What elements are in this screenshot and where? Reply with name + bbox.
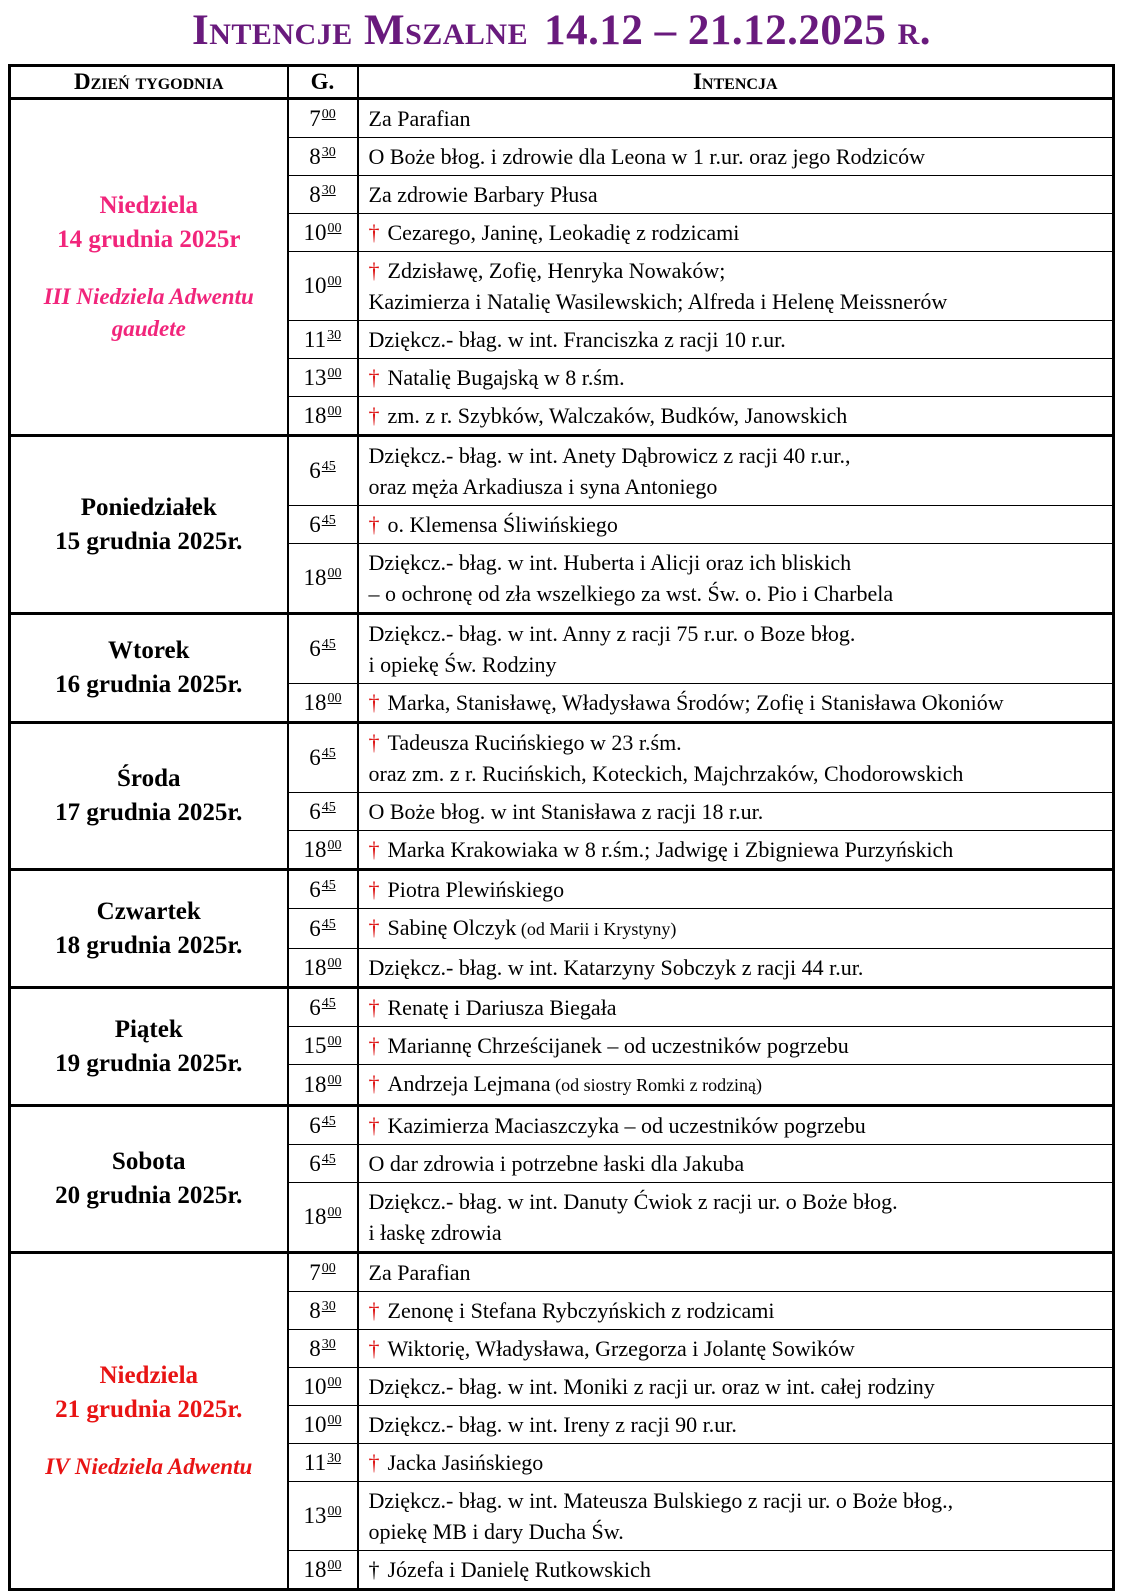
mass-time-minutes: 00 xyxy=(327,1072,342,1088)
intention-line xyxy=(369,952,1109,983)
mass-time xyxy=(288,1551,358,1590)
mass-time xyxy=(288,214,358,252)
column-header-day: Dzień tygodnia xyxy=(10,66,288,99)
mass-time xyxy=(288,793,358,831)
intention-text: Marka Krakowiaka w 8 r.śm.; Jadwigę i Zbigniewa Purzyńskich xyxy=(387,837,954,862)
mass-intention xyxy=(358,1027,1114,1065)
day-cell xyxy=(10,988,288,1106)
intention-line: Kazimierza i Natalię Wasilewskich; Alfreda i Helenę Meissnerów xyxy=(368,289,948,314)
mass-time xyxy=(288,436,358,506)
mass-time-minutes: 00 xyxy=(321,106,336,122)
intention-text: Dziękcz.- błag. w int. Huberta i Alicji oraz ich bliskich xyxy=(368,550,852,575)
mass-intention xyxy=(358,436,1114,506)
mass-time-minutes: 00 xyxy=(327,566,342,581)
mass-time-minutes: 00 xyxy=(327,837,342,853)
mass-row xyxy=(10,988,1114,1027)
mass-intention xyxy=(358,1065,1114,1106)
cross-icon: † xyxy=(368,1033,380,1058)
day-date: 15 grudnia 2025r. xyxy=(55,527,243,555)
intention-text: Za Parafian xyxy=(368,1260,471,1285)
page-title-main: Intencje Mszalne xyxy=(191,7,529,54)
intention-text: Za zdrowie Barbary Płusa xyxy=(368,182,598,207)
intention-line xyxy=(369,1554,1109,1585)
intention-line xyxy=(369,324,1109,355)
column-header-intention: Intencja xyxy=(358,66,1114,99)
intention-text: Natalię Bugajską w 8 r.śm. xyxy=(387,365,625,390)
mass-time-minutes: 45 xyxy=(321,877,336,893)
mass-time xyxy=(288,1292,358,1330)
mass-time-minutes: 30 xyxy=(321,1336,336,1352)
intention-line xyxy=(369,1485,1109,1516)
intention-text: Marka, Stanisławę, Władysława Środów; Zofię i Stanisława Okoniów xyxy=(387,690,1004,715)
mass-time xyxy=(288,723,358,793)
intention-line: oraz zm. z r. Rucińskich, Koteckich, Majchrzaków, Chodorowskich xyxy=(368,761,964,786)
day-cell xyxy=(10,870,288,988)
mass-row xyxy=(10,870,1114,909)
mass-intention xyxy=(358,614,1114,684)
intention-line xyxy=(369,179,1109,210)
mass-intention xyxy=(358,831,1114,870)
intention-line xyxy=(369,1447,1109,1478)
day-name: Niedziela xyxy=(99,192,199,219)
mass-time-hour: 15 xyxy=(303,1032,327,1058)
day-date: 19 grudnia 2025r. xyxy=(55,1049,243,1077)
mass-time xyxy=(288,870,358,909)
mass-intention xyxy=(358,359,1114,397)
mass-time-hour: 18 xyxy=(303,836,327,862)
day-date: 18 grudnia 2025r. xyxy=(55,931,243,959)
intention-line xyxy=(369,255,1109,286)
mass-intention xyxy=(358,1330,1114,1368)
mass-time xyxy=(288,949,358,988)
mass-time-hour: 18 xyxy=(303,1204,327,1229)
mass-time-hour: 11 xyxy=(303,1449,327,1475)
mass-time-hour: 18 xyxy=(303,954,327,980)
mass-time-hour: 10 xyxy=(303,1411,327,1437)
day-name: Piątek xyxy=(114,1015,183,1043)
mass-intention xyxy=(358,544,1114,614)
cross-icon: † xyxy=(368,1450,380,1475)
mass-time-minutes: 45 xyxy=(321,916,336,932)
mass-time-hour: 18 xyxy=(303,1071,327,1097)
intention-text: Dziękcz.- błag. w int. Katarzyny Sobczyk z racji 44 r.ur. xyxy=(368,955,864,980)
day-section-4 xyxy=(10,723,1114,870)
mass-time-hour: 10 xyxy=(303,273,327,298)
intention-line xyxy=(369,440,1109,471)
mass-intention xyxy=(358,99,1114,138)
intention-line xyxy=(369,1295,1109,1326)
mass-time xyxy=(288,909,358,949)
mass-time-minutes: 00 xyxy=(327,403,342,419)
day-section-5 xyxy=(10,870,1114,988)
day-subtitle-line: IV Niedziela Adwentu xyxy=(45,1454,253,1479)
mass-time-minutes: 00 xyxy=(327,365,342,381)
mass-intention xyxy=(358,138,1114,176)
mass-time-minutes: 45 xyxy=(321,459,336,474)
mass-intention xyxy=(358,1368,1114,1406)
intention-line xyxy=(369,992,1109,1023)
mass-intention xyxy=(358,1183,1114,1253)
mass-time-hour: 8 xyxy=(309,181,321,207)
day-date: 20 grudnia 2025r. xyxy=(55,1182,243,1209)
mass-intention xyxy=(358,949,1114,988)
mass-time-minutes: 45 xyxy=(321,512,336,528)
day-subtitle-line: III Niedziela Adwentu xyxy=(43,284,254,309)
intention-text: Sabinę Olczyk xyxy=(387,915,517,940)
intention-text: Dziękcz.- błag. w int. Ireny z racji 90 r.ur. xyxy=(368,1412,737,1437)
mass-time-minutes: 45 xyxy=(321,746,336,761)
intention-text: Dziękcz.- błag. w int. Anety Dąbrowicz z racji 40 r.ur., xyxy=(368,443,851,468)
intention-text: Dziękcz.- błag. w int. Mateusza Bulskiego z racji ur. o Boże błog., xyxy=(368,1488,954,1513)
day-section-3 xyxy=(10,614,1114,723)
intention-line xyxy=(369,874,1109,905)
mass-time-minutes: 30 xyxy=(321,144,336,160)
mass-time-hour: 7 xyxy=(309,1259,321,1285)
mass-time-minutes: 00 xyxy=(327,1205,342,1220)
day-subtitle xyxy=(17,1451,281,1483)
mass-time-minutes: 00 xyxy=(327,1412,342,1428)
mass-time-minutes: 00 xyxy=(327,1557,342,1573)
mass-time-minutes: 30 xyxy=(321,182,336,198)
cross-icon: † xyxy=(368,258,380,283)
day-name: Środa xyxy=(117,765,181,792)
intention-text: o. Klemensa Śliwińskiego xyxy=(387,512,618,537)
intention-line xyxy=(369,1333,1109,1364)
intention-line: oraz męża Arkadiusza i syna Antoniego xyxy=(368,474,718,499)
cross-icon: † xyxy=(368,690,380,715)
mass-time-minutes: 00 xyxy=(327,274,342,289)
mass-intention xyxy=(358,397,1114,436)
mass-intention xyxy=(358,321,1114,359)
mass-time xyxy=(288,1406,358,1444)
intention-line xyxy=(369,362,1109,393)
mass-intention xyxy=(358,1292,1114,1330)
mass-time-hour: 7 xyxy=(309,105,321,131)
mass-time-hour: 11 xyxy=(303,326,327,352)
day-cell xyxy=(10,99,288,436)
mass-time-hour: 10 xyxy=(303,219,327,245)
cross-icon: † xyxy=(368,1113,380,1138)
mass-row xyxy=(10,1106,1114,1145)
intention-line xyxy=(369,1110,1109,1141)
mass-time-minutes: 00 xyxy=(321,1260,336,1276)
intention-text-small: (od siostry Romki z rodziną) xyxy=(550,1075,763,1095)
day-section-7 xyxy=(10,1106,1114,1253)
mass-time-hour: 6 xyxy=(309,458,321,483)
intention-line xyxy=(369,547,1109,578)
mass-time-minutes: 30 xyxy=(321,1298,336,1314)
day-name: Czwartek xyxy=(96,897,201,925)
day-name: Wtorek xyxy=(108,637,190,664)
cross-icon: † xyxy=(368,837,380,862)
mass-time xyxy=(288,1330,358,1368)
mass-intention xyxy=(358,1482,1114,1551)
mass-intention xyxy=(358,870,1114,909)
mass-row xyxy=(10,614,1114,684)
mass-intention xyxy=(358,793,1114,831)
mass-time-minutes: 30 xyxy=(327,327,342,343)
intention-line xyxy=(369,687,1109,718)
mass-time-hour: 6 xyxy=(309,745,321,770)
intention-line xyxy=(369,912,1109,945)
cross-icon: † xyxy=(368,1336,380,1361)
mass-time-minutes: 00 xyxy=(327,1374,342,1390)
intention-text: Tadeusza Rucińskiego w 23 r.śm. xyxy=(387,730,682,755)
mass-time xyxy=(288,1106,358,1145)
day-section-1 xyxy=(10,99,1114,436)
day-name: Niedziela xyxy=(99,1362,199,1389)
mass-time-hour: 8 xyxy=(309,1335,321,1361)
mass-time xyxy=(288,1183,358,1253)
mass-time xyxy=(288,138,358,176)
intention-text: Kazimierza Maciaszczyka – od uczestników pogrzebu xyxy=(387,1113,866,1138)
intention-text: Piotra Plewińskiego xyxy=(387,877,565,902)
mass-row xyxy=(10,1253,1114,1292)
day-date: 14 grudnia 2025r xyxy=(57,226,241,253)
mass-time xyxy=(288,831,358,870)
mass-time-minutes: 45 xyxy=(321,995,336,1011)
mass-time-hour: 18 xyxy=(303,565,327,590)
intention-text: Zenonę i Stefana Rybczyńskich z rodzicami xyxy=(387,1298,775,1323)
mass-time xyxy=(288,397,358,436)
mass-time-hour: 10 xyxy=(303,1373,327,1399)
cross-icon: † xyxy=(368,877,380,902)
mass-time xyxy=(288,684,358,723)
mass-time-hour: 18 xyxy=(303,1556,327,1582)
cross-icon: † xyxy=(368,365,380,390)
mass-time-hour: 18 xyxy=(303,402,327,428)
mass-time-hour: 18 xyxy=(303,689,327,715)
intention-text: Wiktorię, Władysława, Grzegorza i Jolantę Sowików xyxy=(387,1336,855,1361)
day-cell xyxy=(10,614,288,723)
mass-intention xyxy=(358,1253,1114,1292)
mass-intention xyxy=(358,909,1114,949)
mass-time-minutes: 45 xyxy=(321,1151,336,1167)
mass-intention xyxy=(358,1106,1114,1145)
intention-text: Jacka Jasińskiego xyxy=(387,1450,544,1475)
cross-icon: † xyxy=(368,915,380,940)
intention-text: Renatę i Dariusza Biegała xyxy=(387,995,617,1020)
intention-text: Za Parafian xyxy=(368,106,471,131)
intention-line xyxy=(369,1148,1109,1179)
intention-line xyxy=(369,141,1109,172)
mass-intention xyxy=(358,506,1114,544)
mass-row xyxy=(10,436,1114,506)
intention-line xyxy=(369,509,1109,540)
mass-intention xyxy=(358,988,1114,1027)
intention-line xyxy=(369,1371,1109,1402)
mass-time-hour: 8 xyxy=(309,1297,321,1323)
table-header-row xyxy=(10,66,1114,99)
mass-intention xyxy=(358,1406,1114,1444)
day-date: 21 grudnia 2025r. xyxy=(55,1396,243,1423)
mass-time-minutes: 45 xyxy=(321,637,336,652)
day-cell xyxy=(10,436,288,614)
mass-time-hour: 6 xyxy=(309,1150,321,1176)
mass-intention xyxy=(358,1444,1114,1482)
mass-time xyxy=(288,1027,358,1065)
mass-time xyxy=(288,988,358,1027)
intention-line xyxy=(369,217,1109,248)
intention-line xyxy=(369,618,1109,649)
mass-time-minutes: 00 xyxy=(327,220,342,236)
mass-time xyxy=(288,176,358,214)
mass-intention xyxy=(358,1145,1114,1183)
mass-intention xyxy=(358,1551,1114,1590)
cross-icon: † xyxy=(368,730,380,755)
mass-time-hour: 6 xyxy=(309,915,321,941)
mass-time-hour: 6 xyxy=(309,876,321,902)
mass-time xyxy=(288,1253,358,1292)
intention-text: Zdzisławę, Zofię, Henryka Nowaków; xyxy=(387,258,726,283)
mass-time-hour: 6 xyxy=(309,1112,321,1138)
day-name: Sobota xyxy=(111,1148,186,1175)
intention-line xyxy=(369,727,1109,758)
cross-icon: † xyxy=(368,512,380,537)
mass-time-minutes: 00 xyxy=(327,690,342,706)
day-date: 16 grudnia 2025r. xyxy=(55,671,243,698)
mass-time-minutes: 00 xyxy=(327,955,342,971)
day-date: 17 grudnia 2025r. xyxy=(55,799,243,826)
day-cell xyxy=(10,1253,288,1590)
intention-line xyxy=(369,1257,1109,1288)
mass-intention xyxy=(358,214,1114,252)
page-title-dates: 14.12 – 21.12.2025 r. xyxy=(544,7,932,54)
mass-time xyxy=(288,252,358,321)
mass-time xyxy=(288,1065,358,1106)
intention-line xyxy=(369,1186,1109,1217)
mass-time xyxy=(288,1444,358,1482)
cross-icon: † xyxy=(368,995,380,1020)
mass-intention xyxy=(358,176,1114,214)
intention-text: O dar zdrowia i potrzebne łaski dla Jakuba xyxy=(368,1151,745,1176)
intention-text: O Boże błog. w int Stanisława z racji 18 r.ur. xyxy=(368,799,764,824)
day-cell xyxy=(10,723,288,870)
intention-line: – o ochronę od zła wszelkiego za wst. Św. o. Pio i Charbela xyxy=(368,581,894,606)
day-name: Poniedziałek xyxy=(80,493,217,521)
mass-time-hour: 6 xyxy=(309,994,321,1020)
mass-time xyxy=(288,1482,358,1551)
mass-time xyxy=(288,321,358,359)
mass-time-hour: 13 xyxy=(303,1503,327,1528)
intention-text: Cezarego, Janinę, Leokadię z rodzicami xyxy=(387,220,740,245)
intention-text: Andrzeja Lejmana xyxy=(387,1071,551,1096)
mass-intention xyxy=(358,684,1114,723)
mass-time-hour: 8 xyxy=(309,143,321,169)
intention-text: zm. z r. Szybków, Walczaków, Budków, Janowskich xyxy=(387,403,848,428)
intention-text: O Boże błog. i zdrowie dla Leona w 1 r.ur. oraz jego Rodziców xyxy=(368,144,926,169)
cross-icon: † xyxy=(368,1071,380,1096)
mass-time-hour: 13 xyxy=(303,364,327,390)
mass-time xyxy=(288,1368,358,1406)
mass-row xyxy=(10,99,1114,138)
mass-time-minutes: 45 xyxy=(321,1113,336,1129)
day-section-8 xyxy=(10,1253,1114,1590)
mass-time-minutes: 00 xyxy=(327,1033,342,1049)
day-cell xyxy=(10,1106,288,1253)
day-section-6 xyxy=(10,988,1114,1106)
day-subtitle-line: gaudete xyxy=(111,316,186,341)
intention-text: Dziękcz.- błag. w int. Franciszka z racji 10 r.ur. xyxy=(368,327,786,352)
intention-text-small: (od Marii i Krystyny) xyxy=(516,919,677,939)
page-title xyxy=(8,6,1115,56)
intention-line xyxy=(369,1409,1109,1440)
intention-text: Dziękcz.- błag. w int. Danuty Ćwiok z racji ur. o Boże błog. xyxy=(368,1189,898,1214)
intention-line xyxy=(369,834,1109,865)
mass-time xyxy=(288,544,358,614)
intentions-table xyxy=(8,64,1115,1591)
intention-line: opiekę MB i dary Ducha Św. xyxy=(368,1519,624,1544)
mass-time-minutes: 45 xyxy=(321,799,336,815)
intention-text: Mariannę Chrześcijanek – od uczestników pogrzebu xyxy=(387,1033,849,1058)
intention-line xyxy=(369,1030,1109,1061)
mass-time xyxy=(288,506,358,544)
cross-icon: † xyxy=(368,403,380,428)
mass-time-hour: 6 xyxy=(309,636,321,661)
intention-line: i łaskę zdrowia xyxy=(368,1220,502,1245)
day-section-2 xyxy=(10,436,1114,614)
intention-text: Józefa i Danielę Rutkowskich xyxy=(387,1557,651,1582)
day-subtitle xyxy=(17,281,281,345)
intention-text: Dziękcz.- błag. w int. Moniki z racji ur. oraz w int. całej rodziny xyxy=(368,1374,935,1399)
mass-time xyxy=(288,99,358,138)
cross-icon: † xyxy=(368,1557,380,1582)
mass-time xyxy=(288,359,358,397)
mass-time xyxy=(288,1145,358,1183)
mass-time xyxy=(288,614,358,684)
mass-intention xyxy=(358,252,1114,321)
intention-line xyxy=(369,796,1109,827)
mass-row xyxy=(10,723,1114,793)
intention-text: Dziękcz.- błag. w int. Anny z racji 75 r.ur. o Boze błog. xyxy=(368,621,856,646)
intention-line xyxy=(369,400,1109,431)
cross-icon: † xyxy=(368,220,380,245)
intention-line xyxy=(369,1068,1109,1101)
cross-icon: † xyxy=(368,1298,380,1323)
intention-line xyxy=(369,103,1109,134)
mass-time-minutes: 30 xyxy=(327,1450,342,1466)
mass-intention xyxy=(358,723,1114,793)
column-header-time: G. xyxy=(288,66,358,99)
intention-line: i opiekę Św. Rodziny xyxy=(368,652,557,677)
mass-time-hour: 6 xyxy=(309,798,321,824)
mass-time-hour: 6 xyxy=(309,511,321,537)
mass-time-minutes: 00 xyxy=(327,1504,342,1519)
